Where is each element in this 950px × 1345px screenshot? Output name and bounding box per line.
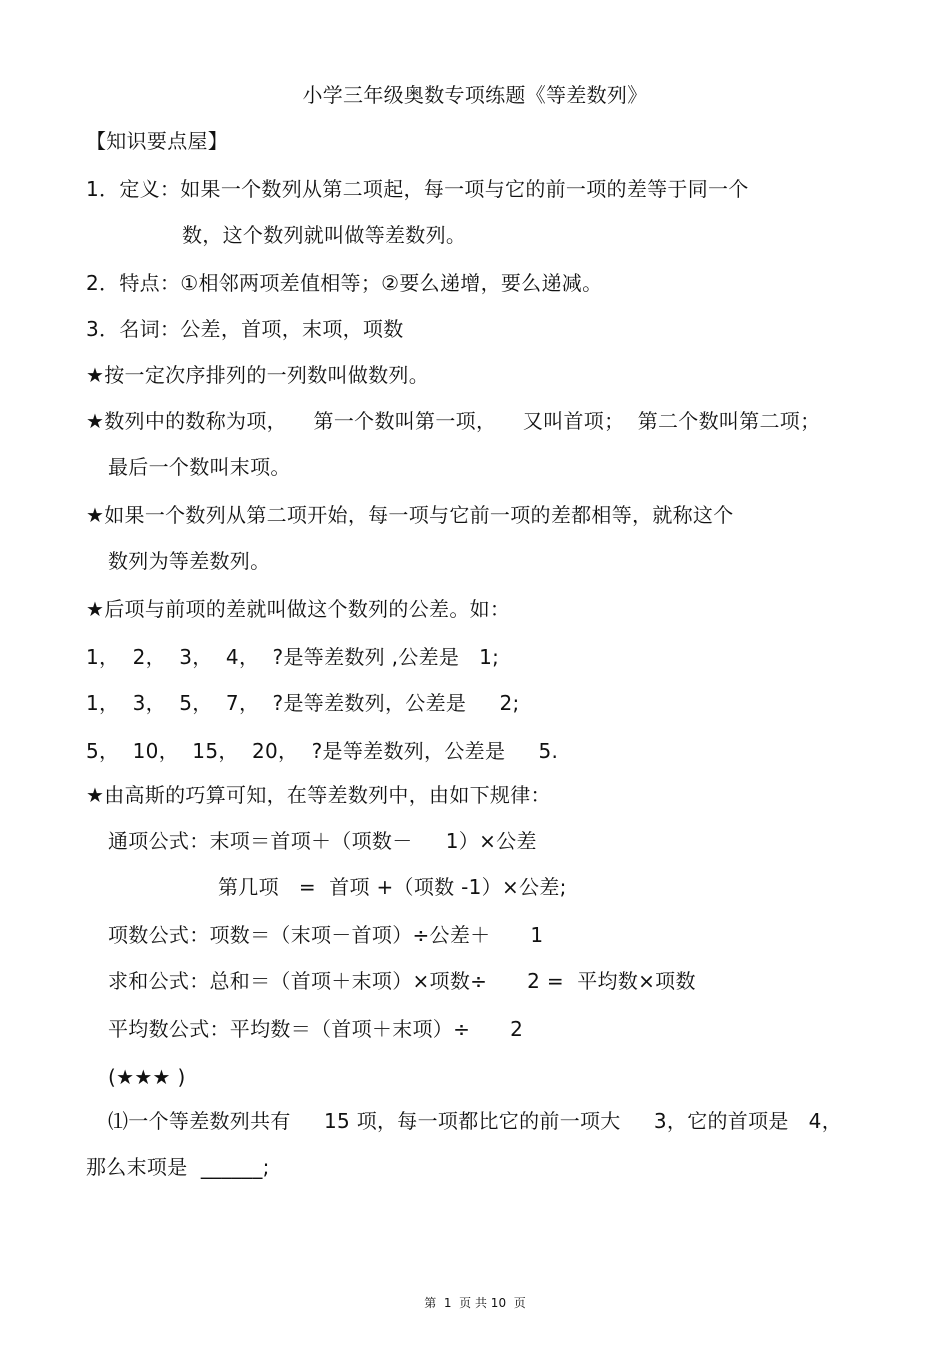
formula-intro: ★由高斯的巧算可知，在等差数列中，由如下规律： — [86, 783, 551, 807]
page-footer: 第 1 页 共 10 页 — [424, 1296, 526, 1310]
star-point-2-line-1: ★数列中的数称为项， 第一个数叫第一项， 又叫首项； 第二个数叫第二项； — [86, 409, 821, 433]
sum-formula: 求和公式：总和＝（首项＋末项）×项数÷ 2 = 平均数×项数 — [108, 969, 696, 993]
star-point-4: ★后项与前项的差就叫做这个数列的公差。如： — [86, 597, 511, 621]
average-formula: 平均数公式：平均数＝（首项＋末项）÷ 2 — [108, 1017, 524, 1041]
terms-line: 3．名词：公差，首项，末项，项数 — [86, 317, 404, 341]
feature-line: 2．特点：①相邻两项差值相等；②要么递增，要么递减。 — [86, 271, 603, 295]
definition-line-1: 1．定义：如果一个数列从第二项起，每一项与它的前一项的差等于同一个 — [86, 177, 749, 201]
question-1-line-1: ⑴一个等差数列共有 15 项，每一项都比它的前一项大 3，它的首项是 4， — [108, 1109, 843, 1133]
star-point-3-line-2: 数列为等差数列。 — [108, 549, 271, 573]
nth-term-formula: 第几项 = 首项 +（项数 -1）×公差; — [218, 875, 567, 899]
term-count-formula: 项数公式：项数＝（末项－首项）÷公差＋ 1 — [108, 923, 544, 947]
star-point-3-line-1: ★如果一个数列从第二项开始，每一项与它前一项的差都相等，就称这个 — [86, 503, 734, 527]
star-point-1: ★按一定次序排列的一列数叫做数列。 — [86, 363, 430, 387]
difficulty-rating: (★★★ ) — [108, 1065, 186, 1089]
star-point-2-line-2: 最后一个数叫末项。 — [108, 455, 291, 479]
general-term-formula: 通项公式：末项＝首项＋（项数－ 1）×公差 — [108, 829, 537, 853]
example-1: 1， 2， 3， 4， ?是等差数列 ,公差是 1; — [86, 645, 500, 669]
section-heading: 【知识要点屋】 — [86, 129, 229, 153]
example-2: 1， 3， 5， 7， ?是等差数列，公差是 2; — [86, 691, 520, 715]
example-3: 5， 10， 15， 20， ?是等差数列，公差是 5. — [86, 739, 559, 763]
page-title: 小学三年级奥数专项练题《等差数列》 — [302, 83, 648, 107]
definition-line-2: 数，这个数列就叫做等差数列。 — [182, 223, 467, 247]
question-1-line-2: 那么末项是 ______; — [86, 1155, 270, 1179]
